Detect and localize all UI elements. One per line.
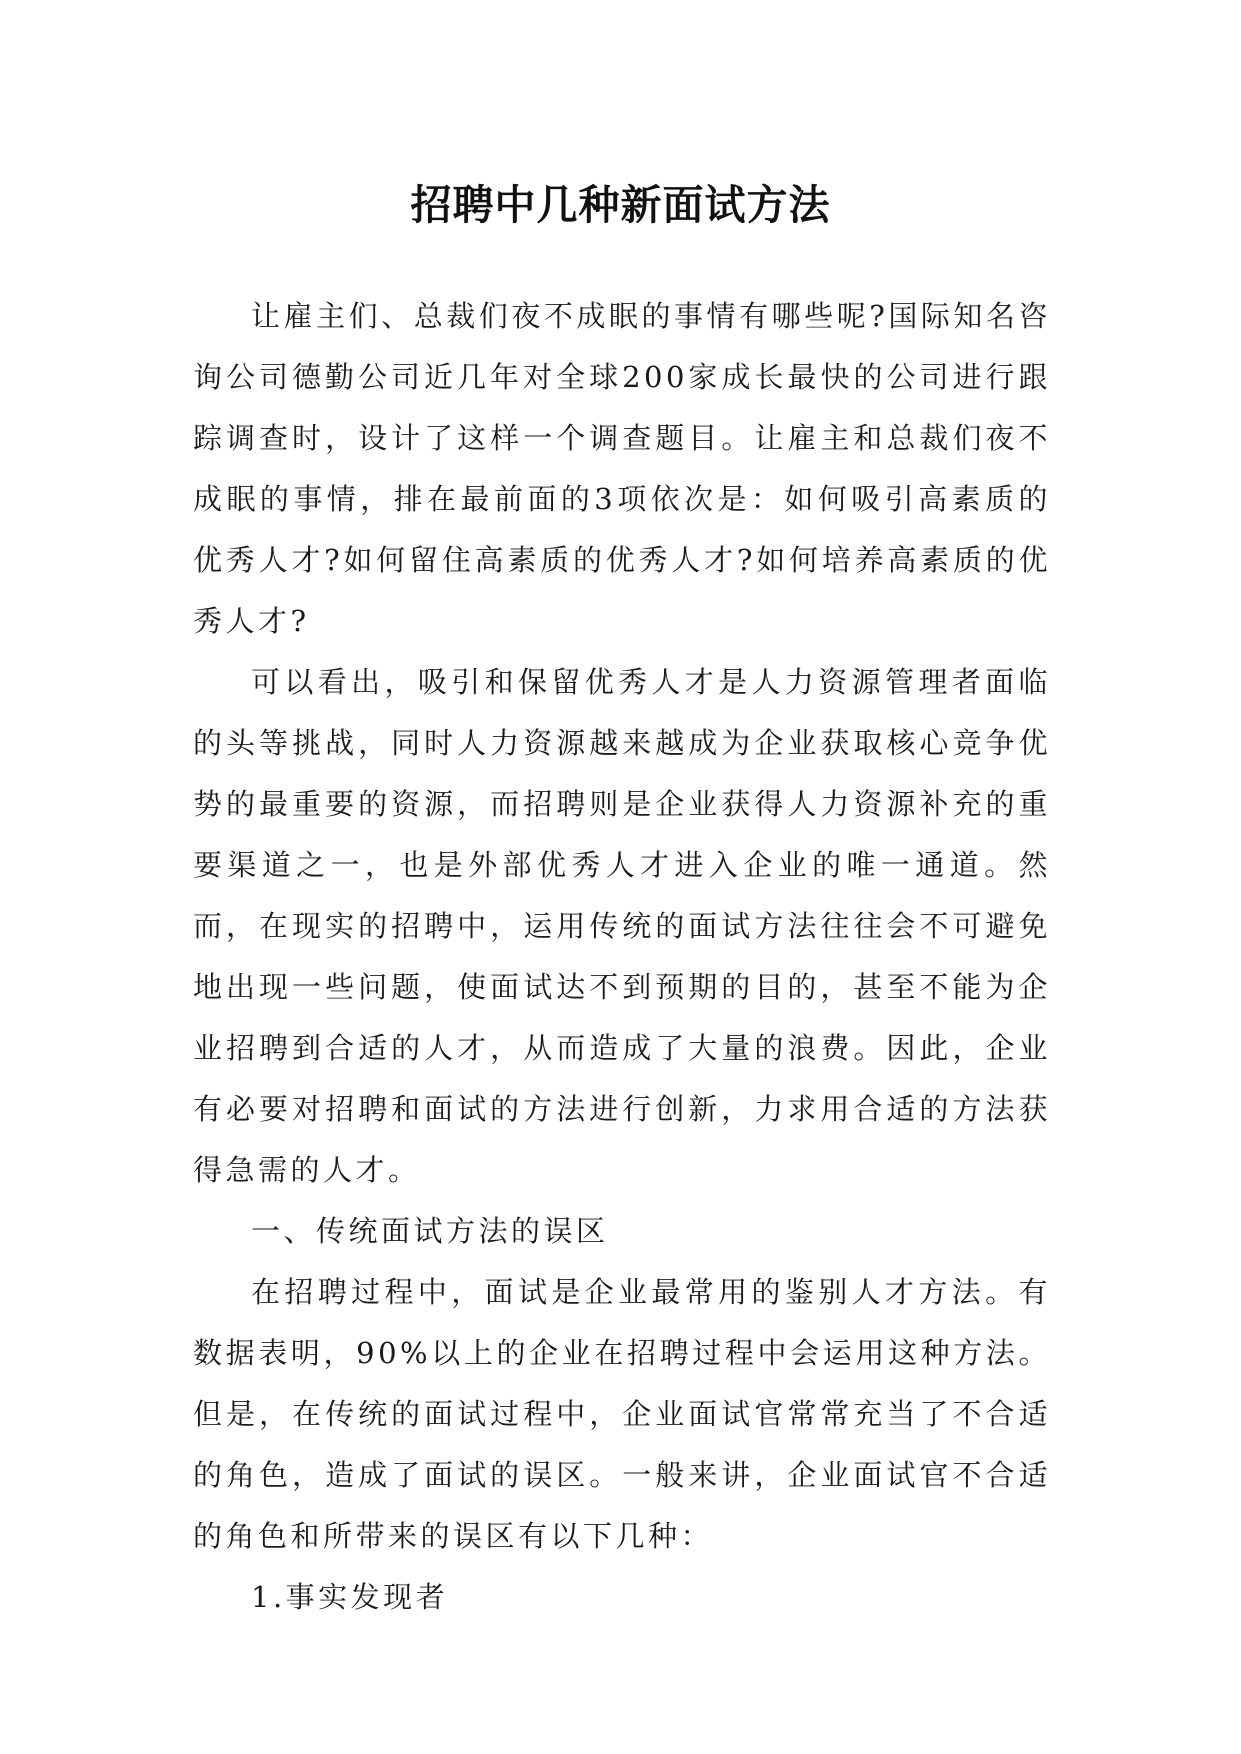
paragraph-challenge: 可以看出，吸引和保留优秀人才是人力资源管理者面临的头等挑战，同时人力资源越来越成为企业获取核心竞争优势的最重要的资源，而招聘则是企业获得人力资源补充的重要渠道之一，也是外部优秀人才进入企业的唯一通道。然而，在现实的招聘中，运用传统的面试方法往往会不可避免地出现一些问题，使面试达不到预期的目的，甚至不能为企业招聘到合适的人才，从而造成了大量的浪费。因此，企业有必要对招聘和面试的方法进行创新，力求用合适的方法获得急需的人才。 [193, 665, 1051, 1187]
paragraph-misconceptions: 在招聘过程中，面试是企业最常用的鉴别人才方法。有数据表明，90%以上的企业在招聘过程中会运用这种方法。但是，在传统的面试过程中，企业面试官常常充当了不合适的角色，造成了面试的误区。一般来讲，企业面试官不合适的角色和所带来的误区有以下几种： [193, 1275, 1051, 1553]
paragraph-intro: 让雇主们、总裁们夜不成眠的事情有哪些呢?国际知名咨询公司德勤公司近几年对全球200家成长最快的公司进行跟踪调查时，设计了这样一个调查题目。让雇主和总裁们夜不成眠的事情，排在最前面的3项依次是：如何吸引高素质的优秀人才?如何留住高素质的优秀人才?如何培养高素质的优秀人才? [193, 299, 1051, 638]
section-heading: 一、传统面试方法的误区 [251, 1214, 609, 1248]
document-title: 招聘中几种新面试方法 [410, 181, 831, 230]
list-item-heading: 1.事实发现者 [251, 1580, 449, 1614]
document-body [193, 286, 1051, 1628]
